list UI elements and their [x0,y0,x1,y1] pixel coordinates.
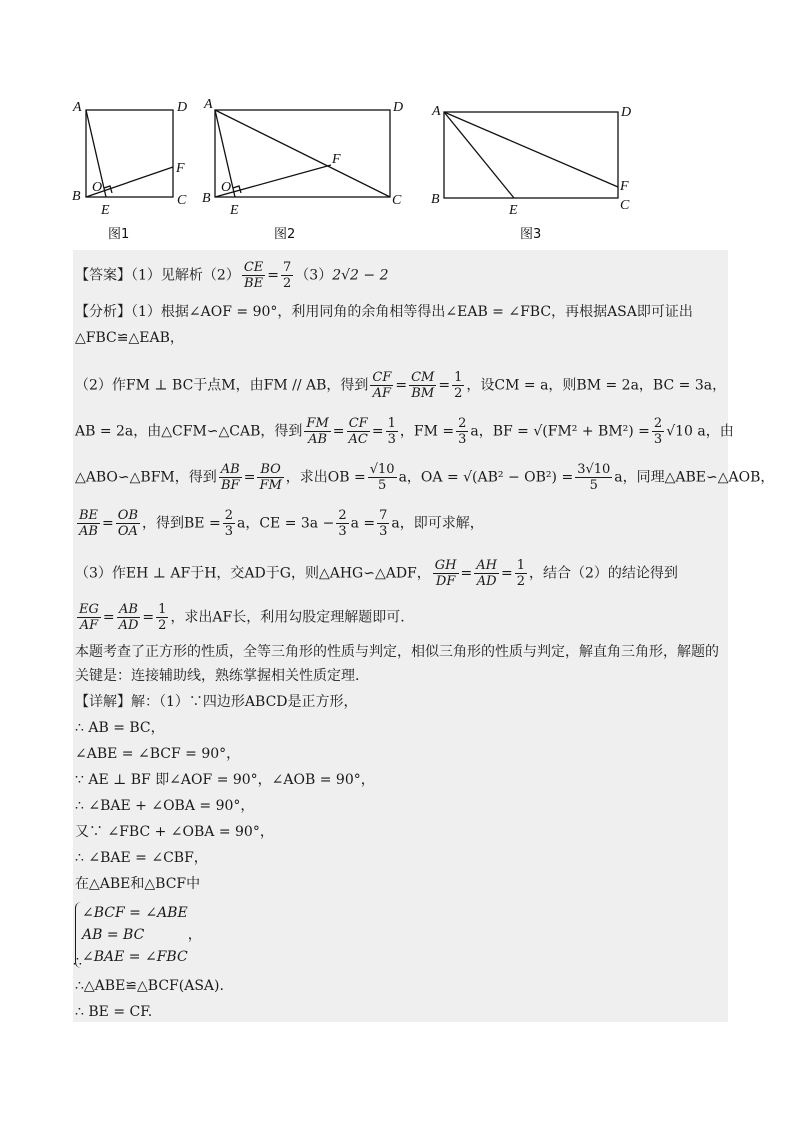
frac-ob-oa [116,508,140,539]
frac-num: CM [411,370,435,385]
frac-num: OB [117,508,138,523]
frac-den: AB [79,524,98,539]
analysis-l4d: √10 a，由 [666,423,734,440]
frac-1-2b [515,558,527,589]
frac-den: 2 [454,386,463,401]
frac-den: AF [372,386,392,401]
frac-2-3d [336,508,348,539]
frac-den: FM [259,478,282,493]
frac-den: 3 [653,432,663,447]
answer-frac-den: BE [244,276,264,291]
analysis-l5a: △ABO∽△BFM，得到 [75,469,217,486]
frac-num: CF [347,416,370,432]
frac-den: 5 [589,478,598,493]
fig3-label-d: D [621,105,632,120]
analysis-l4b: ，FM = [399,423,455,440]
frac-den: 2 [516,574,525,589]
frac-be-ab [77,508,100,539]
detail-line-2: ∴ AB = BC， [75,720,165,736]
frac-2-3b [652,416,664,447]
detail-line-8: 在△ABE和△BCF中 [75,876,201,892]
detail-line-10: ∴ BE = CF. [75,1004,153,1020]
frac-num: 1 [516,558,525,573]
frac-den: BM [411,386,435,401]
fig1-label-o: O [92,180,103,195]
frac-num: 1 [387,416,396,431]
fig2-label-d: D [393,100,404,115]
system-line-1: ∠BCF = ∠ABE [82,905,188,921]
fig2-label-b: B [202,191,211,206]
frac-num: 7 [379,508,388,523]
analysis-l3b: ，设CM = a，则BM = 2a，BC = 3a， [466,377,727,394]
detail-label: 【详解】 [75,694,131,710]
frac-num: AB [220,462,240,477]
frac-num: CF [372,370,392,385]
frac-num: AH [476,558,497,573]
frac-den: 3 [379,524,388,539]
system-line-2: AB = BC [82,927,145,943]
frac-num: √10 [369,462,395,477]
fig3-label-b: B [431,192,440,207]
fig3-caption: 图3 [520,227,542,242]
answer-value-fraction [281,260,293,291]
frac-den: OA [117,524,138,539]
fig1-label-a: A [73,100,82,115]
answer-frac-num: CE [243,260,264,275]
detail-line-4: ∵ AE ⊥ BF 即∠AOF = 90°，∠AOB = 90°， [75,772,375,788]
detail-line-9: ∴△ABE≌△BCF(ASA). [75,978,224,994]
frac-num: AB [117,602,141,618]
fig2-label-o: O [221,180,232,195]
frac-cm-bm [409,370,436,401]
frac-cf-ac [347,416,370,447]
detail-text-1: 解：（1）∵四边形ABCD是正方形， [131,694,358,710]
frac-1-3 [386,416,398,447]
frac-num: 3√10 [577,462,611,477]
analysis-line-2: △FBC≌△EAB， [75,330,184,346]
frac-num: BE [79,508,99,523]
frac-den: AF [79,618,99,633]
analysis-l5b: ，求出OB = [285,469,366,486]
fig1-label-c: C [177,193,187,208]
answer-part3-value: 2√2 − 2 [332,267,389,284]
frac-den: AB [308,432,328,447]
frac-cf-af [370,370,393,401]
analysis-l6a: ，得到BE = [142,515,221,532]
frac-den: 3 [458,432,467,447]
fig3-label-e: E [509,203,518,218]
frac-1-2c [156,602,168,633]
analysis-line-1 [75,302,693,322]
analysis-l3a: （2）作FM ⊥ BC于点M，由FM // AB，得到 [75,377,369,394]
analysis-line-4: AB = 2a，由△CFM∽△CAB，得到 $\frac{FM}{AB}$ = $\frac{CF}{AC}$ = $\frac{1}{3}$ ，FM = $\frac{2}{3}$ a，BF = √(FM² + BM²) = $\frac{2}{3}$ √10 a，由 [75,416,734,447]
frac-num: BO [257,462,283,478]
fig1-label-d: D [177,100,188,115]
answer-part1: （1）见解析（2） [131,267,240,284]
detail-line-6: 又∵ ∠FBC + ∠OBA = 90°， [75,824,274,840]
frac-gh-df [433,558,459,589]
frac-ab-ad [117,602,141,633]
analysis-line-7: （3）作EH ⊥ AF于H，交AD于G，则△AHG∽△ADF， $\frac{GH}{DF}$ = $\frac{AH}{AD}$ = $\frac{1}{2}$ ，结合（2）的结论得到 [75,558,678,589]
answer-label: 【答案】 [75,267,131,284]
analysis-l4a: AB = 2a，由△CFM∽△CAB，得到 [75,423,303,440]
frac-den: 3 [387,432,396,447]
frac-den: 3 [224,524,233,539]
fig3-label-f: F [620,179,629,194]
answer-eq: = [267,267,279,284]
frac-7-3 [377,508,389,539]
analysis-l6c: a = [350,515,376,532]
frac-num: 2 [653,416,663,431]
figure-3 [444,112,618,198]
frac-num: 2 [458,416,467,431]
analysis-line-3: （2）作FM ⊥ BC于点M，由FM // AB，得到 $\frac{CF}{AF}$ = $\frac{CM}{BM}$ = $\frac{1}{2}$ ，设CM = a，则BM = 2a，BC = 3a， [75,370,727,401]
answer-val-den: 2 [283,276,292,291]
frac-den: AC [348,432,368,447]
frac-num: GH [434,558,457,573]
answer-fraction [242,260,265,291]
detail-therefore: ∴ [73,954,82,970]
frac-den: 5 [378,478,387,493]
analysis-line-6: $\frac{BE}{AB}$ = $\frac{OB}{OA}$ ，得到BE = $\frac{2}{3}$ a，CE = 3a − $\frac{2}{3}$ a = $\frac{7}{3}$ a，即可求解， [79,508,484,539]
analysis-line-10: 关键是：连接辅助线，熟练掌握相关性质定理. [75,668,360,684]
fig1-caption: 图1 [108,227,130,242]
detail-line-7: ∴ ∠BAE = ∠CBF， [75,850,208,866]
detail-system [75,902,202,968]
fig2-label-a: A [204,97,213,112]
system-line-3: ∠BAE = ∠FBC [82,949,188,965]
fig2-label-e: E [230,203,239,218]
frac-num: EG [79,602,99,617]
frac-ab-bf [219,462,242,493]
analysis-line-9: 本题考查了正方形的性质，全等三角形的性质与判定，相似三角形的性质与判定，解直角三角形，解题的 [75,644,719,660]
frac-num: 1 [158,602,167,617]
frac-den: 2 [158,618,167,633]
figure-2 [215,110,390,197]
frac-den: AD [118,618,139,633]
detail-line-1 [75,692,358,712]
frac-fm-ab [304,416,330,447]
analysis-l7b: ，结合（2）的结论得到 [529,565,678,582]
analysis-l6b: a，CE = 3a − [236,515,335,532]
analysis-l7a: （3）作EH ⊥ AF于H，交AD于G，则△AHG∽△ADF， [75,565,431,582]
analysis-l8a: ，求出AF长，利用勾股定理解题即可. [170,609,405,626]
frac-eg-af [77,602,101,633]
frac-2-3 [456,416,468,447]
fig1-label-f: F [176,161,185,176]
frac-3sqrt10-5 [575,462,612,493]
fig3-label-c: C [620,198,630,213]
analysis-text-1: （1）根据∠AOF = 90°，利用同角的余角相等得出∠EAB = ∠FBC，再根据ASA即可证出 [131,304,693,320]
analysis-l5d: a，同理△ABE∽△AOB， [614,469,775,486]
equation-system [75,902,188,968]
frac-bo-fm [257,462,283,493]
frac-1-2 [452,370,464,401]
frac-2-3c [223,508,235,539]
frac-num: 2 [338,508,347,523]
detail-line-3: ∠ABE = ∠BCF = 90°， [75,746,241,762]
figures-area [0,0,800,250]
detail-line-5: ∴ ∠BAE + ∠OBA = 90°， [75,798,255,814]
frac-ah-ad [474,558,499,589]
fig2-label-c: C [392,193,402,208]
frac-sqrt10-5 [368,462,397,493]
frac-den: AD [476,574,497,589]
analysis-line-8: $\frac{EG}{AF}$ = $\frac{AB}{AD}$ = $\frac{1}{2}$ ，求出AF长，利用勾股定理解题即可. [79,602,405,633]
analysis-label: 【分析】 [75,304,131,320]
fig1-label-b: B [72,189,81,204]
analysis-l6d: a，即可求解， [391,515,484,532]
frac-num: FM [306,416,329,431]
fig1-label-e: E [101,203,110,218]
system-comma: ， [187,927,202,943]
answer-line [75,260,388,291]
fig2-caption: 图2 [274,227,296,242]
answer-val-num: 7 [283,260,292,275]
analysis-l4c: a，BF = √(FM² + BM²) = [470,423,650,440]
frac-den: DF [435,574,456,589]
frac-num: 1 [454,370,463,385]
fig2-label-f: F [332,152,341,167]
analysis-line-5: △ABO∽△BFM，得到 $\frac{AB}{BF}$ = $\frac{BO}{FM}$ ，求出OB = $\frac{√10}{5}$ a，OA = √(AB² − OB²) = $\frac{3√10}{5}$ a，同理△ABE∽△AOB， [75,462,775,493]
frac-den: 3 [338,524,347,539]
frac-num: 2 [224,508,233,523]
fig3-label-a: A [432,104,441,119]
analysis-l5c: a，OA = √(AB² − OB²) = [398,469,574,486]
answer-part3: （3） [295,267,333,284]
frac-den: BF [220,478,240,493]
